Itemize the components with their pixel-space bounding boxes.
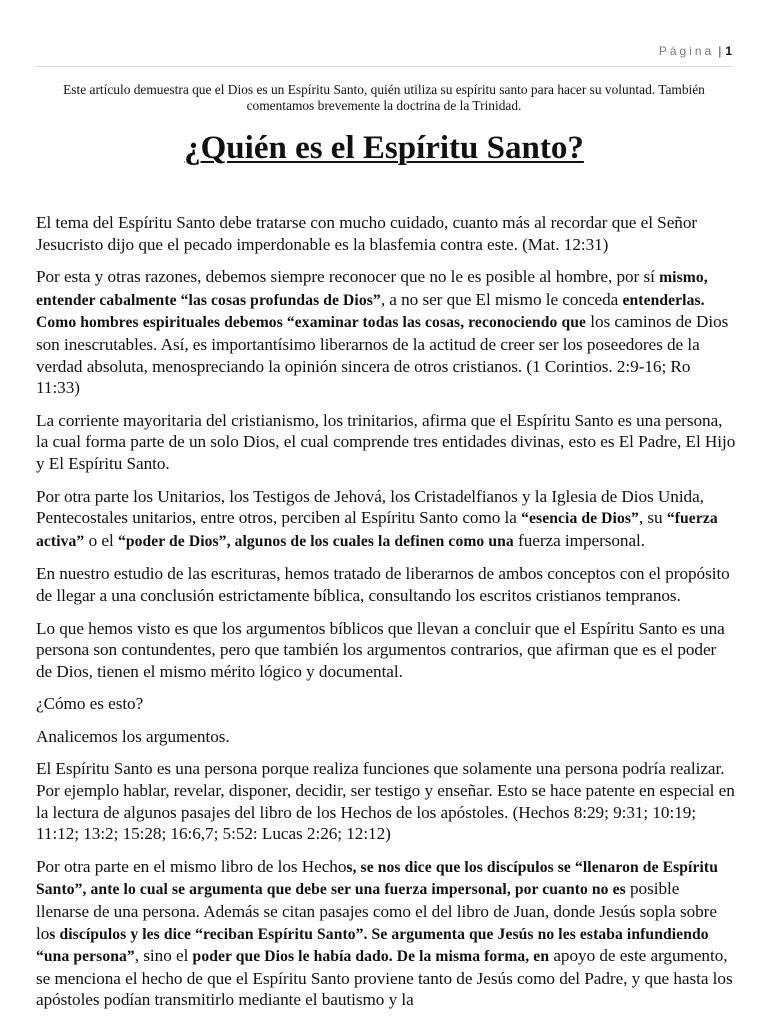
text-run: los caminos de Dios son inescrutables. Así, es importantísimo liberarnos de la actitud de creer ser los poseedores de la verdad absoluta, menospreciando la opinión sincera de otros cristianos. (1 Corintios. 2:9-16; Ro 11:33) [36, 312, 729, 398]
text-run: o el [84, 530, 118, 550]
text-run: Por esta y otras razones, debemos siempre reconocer que no le es posible al hombre, por sí [36, 267, 660, 287]
article-title: ¿Quién es el Espíritu Santo? [184, 130, 584, 166]
bold-text-run: “poder de Dios”, algunos de los cuales la definen como una [117, 532, 514, 550]
text-run: , su [638, 508, 667, 528]
body-paragraph [36, 486, 736, 553]
bold-text-run: s discípulos y les dice “reciban Espíritu Santo”. Se argumenta que Jesús no les estaba infundiendo “una persona” [36, 925, 709, 966]
page-header [659, 44, 732, 58]
body-paragraph [36, 212, 736, 255]
page-number: 1 [725, 44, 732, 58]
text-run: Por otra parte en el mismo libro de los Hecho [36, 856, 347, 876]
bold-text-run: poder que Dios le había dado. De la misma forma, en [192, 948, 550, 966]
bold-text-run: “esencia de Dios” [521, 510, 639, 528]
text-run: apoyo de este argumento, se menciona el hecho de que el Espíritu Santo proviene tanto de Jesús como del Padre, y que hasta los apóstoles podían transmitirlo mediante el bautismo y la [36, 946, 733, 1010]
body-paragraph [36, 563, 736, 606]
body-paragraph [36, 693, 736, 715]
bold-text-run: “fuerza activa” [36, 510, 718, 550]
bold-text-run: s, se nos dice que los discípulos se “llenaron de Espíritu Santo”, ante lo cual se argumenta que debe ser una fuerza impersonal, por cuanto no es [36, 858, 718, 899]
text-run: , a no ser que El mismo le conceda [380, 289, 623, 309]
body-paragraph [36, 410, 736, 475]
page-label: Página [658, 44, 715, 58]
text-run: posible llenarse de una persona. Además se citan pasajes como el del libro de Juan, donde Jesús sopla sobre lo [36, 879, 717, 943]
text-run: fuerza impersonal. [513, 530, 646, 550]
article-abstract: Este artículo demuestra que el Dios es un Espíritu Santo, quién utiliza su espíritu santo para hacer su voluntad. También comentamos brevemente la doctrina de la Trinidad. [63, 82, 705, 113]
body-paragraph [36, 856, 736, 1011]
text-run: El Espíritu Santo es una persona porque realiza funciones que solamente una persona podría realizar. Por ejemplo hablar, revelar, disponer, decidir, ser testigo y enseñar. Esto se hace patente en especial en la lectura de algunos pasajes del libro de los Hechos de los apóstoles. (Hechos 8:29; 9:31; 10:19; 11:12; 13:2; 15:28; 16:6,7; 5:52: Lucas 2:26; 12:12) [36, 759, 735, 844]
article-body [36, 212, 736, 1022]
text-run: ¿Cómo es esto? [36, 694, 144, 714]
bold-text-run: entenderlas. Como hombres espirituales debemos “examinar todas las cosas, reconociendo que [36, 291, 705, 332]
text-run: La corriente mayoritaria del cristianismo, los trinitarios, afirma que el Espíritu Santo es una persona, la cual forma parte de un solo Dios, el cual comprende tres entidades divinas, esto es El Padre, El Hijo y El Espíritu Santo. [36, 410, 736, 473]
text-run: , sino el [134, 946, 193, 966]
text-run: Lo que hemos visto es que los argumentos bíblicos que llevan a concluir que el Espíritu Santo es una persona son contundentes, pero que también los argumentos contrarios, que afirman que es el poder de Dios, tienen el mismo mérito lógico y documental. [36, 618, 725, 681]
text-run: Analicemos los argumentos. [36, 726, 230, 746]
page-separator: | [718, 44, 722, 58]
body-paragraph [36, 758, 736, 844]
body-paragraph [36, 618, 736, 683]
header-rule [36, 66, 732, 67]
body-paragraph [36, 726, 736, 748]
text-run: El tema del Espíritu Santo debe tratarse con mucho cuidado, cuanto más al recordar que el Señor Jesucristo dijo que el pecado imperdonable es la blasfemia contra este. (Mat. 12:31) [36, 213, 698, 254]
text-run: En nuestro estudio de las escrituras, hemos tratado de liberarnos de ambos conceptos con el propósito de llegar a una conclusión estrictamente bíblica, consultando los escritos cristianos tempranos. [36, 564, 730, 605]
bold-text-run: mismo, entender cabalmente “las cosas profundas de Dios” [36, 269, 708, 309]
text-run: Por otra parte los Unitarios, los Testigos de Jehová, los Cristadelfianos y la Iglesia de Dios Unida, Pentecostales unitarios, entre otros, perciben al Espíritu Santo como la [36, 486, 704, 528]
body-paragraph [36, 266, 736, 399]
